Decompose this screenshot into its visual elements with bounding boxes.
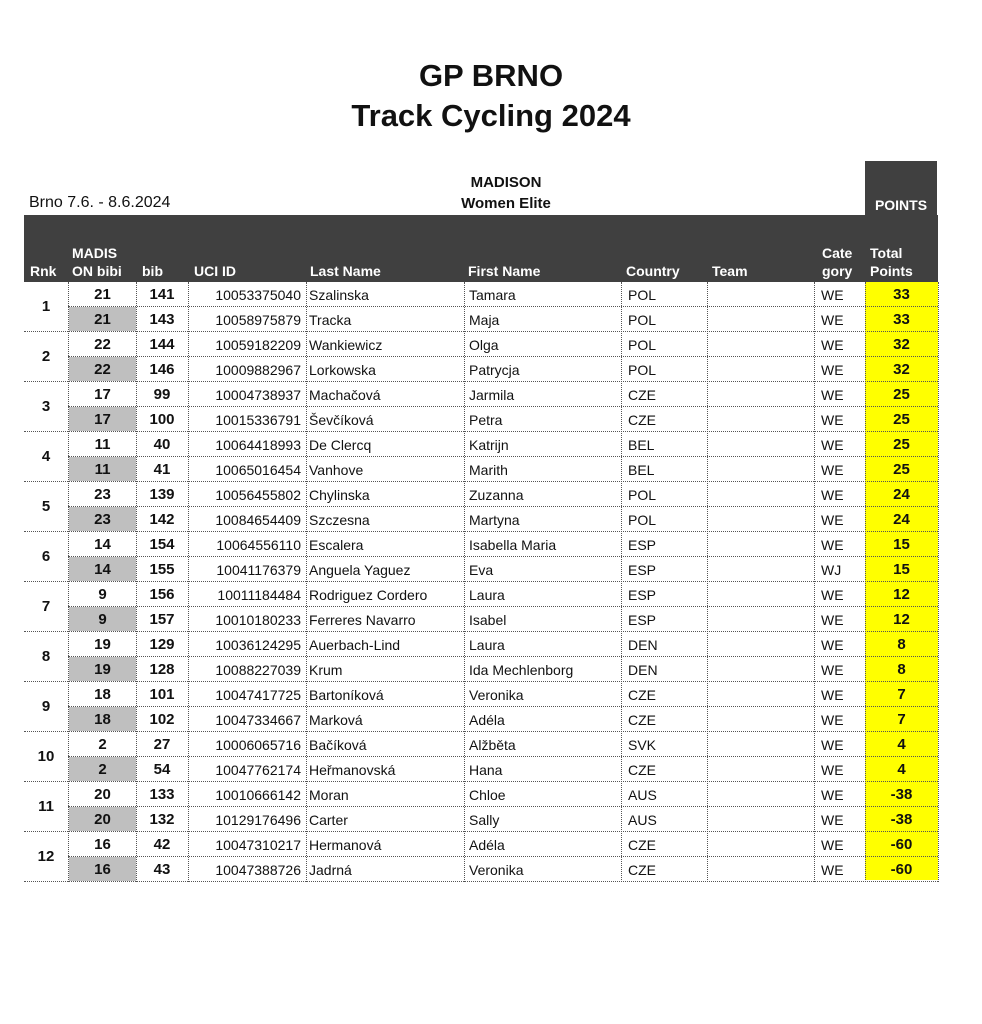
uci-cell: 10047417725 — [215, 687, 301, 703]
team-cell — [711, 507, 814, 531]
bib-cell: 43 — [153, 861, 171, 878]
points-cell: 7 — [897, 686, 906, 703]
team-cell — [711, 657, 814, 681]
bib-cell: 144 — [149, 336, 175, 353]
category-cell: WE — [821, 662, 844, 678]
last-cell: Szalinska — [309, 287, 369, 303]
madison-cell: 23 — [94, 486, 111, 503]
points-cell: 25 — [893, 436, 910, 453]
uci-cell: 10047310217 — [215, 837, 301, 853]
uci-cell: 10088227039 — [215, 662, 301, 678]
country-cell: AUS — [628, 812, 657, 828]
points-cell: 4 — [897, 761, 906, 778]
first-cell: Tamara — [469, 287, 516, 303]
column-divider — [938, 282, 939, 882]
team-cell — [711, 632, 814, 656]
bib-cell: 156 — [149, 586, 175, 603]
category-cell: WE — [821, 462, 844, 478]
bib-cell: 146 — [149, 361, 175, 378]
last-cell: Hermanová — [309, 837, 382, 853]
points-cell: 32 — [893, 336, 910, 353]
bib-cell: 155 — [149, 561, 175, 578]
col-category-line2: gory — [822, 263, 853, 279]
uci-cell: 10064556110 — [216, 537, 301, 553]
country-cell: CZE — [628, 762, 656, 778]
table-row — [68, 582, 938, 607]
col-team: Team — [712, 263, 748, 279]
points-cell: 15 — [893, 536, 910, 553]
category-cell: WE — [821, 362, 844, 378]
team-cell — [711, 807, 814, 831]
category-cell: WE — [821, 387, 844, 403]
category-cell: WE — [821, 537, 844, 553]
bib-cell: 54 — [153, 761, 171, 778]
uci-cell: 10129176496 — [215, 812, 301, 828]
first-cell: Veronika — [469, 687, 524, 703]
last-cell: Jadrná — [309, 862, 352, 878]
last-cell: Carter — [309, 812, 348, 828]
first-cell: Isabella Maria — [469, 537, 557, 553]
bib-cell: 101 — [149, 686, 175, 703]
points-group-label: POINTS — [874, 197, 928, 213]
first-cell: Marith — [469, 462, 508, 478]
col-bib: bib — [142, 263, 163, 279]
first-cell: Laura — [469, 587, 505, 603]
madison-cell: 18 — [94, 686, 111, 703]
event-name: MADISON — [470, 174, 542, 191]
table-row — [68, 557, 938, 582]
category-cell: WE — [821, 437, 844, 453]
madison-cell: 18 — [69, 707, 136, 731]
team-cell — [711, 707, 814, 731]
table-row — [68, 807, 938, 832]
category-cell: WE — [821, 312, 844, 328]
uci-cell: 10056455802 — [215, 487, 301, 503]
last-cell: Marková — [309, 712, 363, 728]
madison-cell: 14 — [94, 536, 111, 553]
team-cell — [711, 682, 814, 706]
uci-cell: 10006065716 — [215, 737, 301, 753]
col-last-name: Last Name — [310, 263, 381, 279]
col-country: Country — [626, 263, 680, 279]
first-cell: Eva — [469, 562, 494, 578]
points-cell: 32 — [893, 361, 910, 378]
madison-cell: 11 — [69, 457, 136, 481]
first-cell: Katrijn — [469, 437, 509, 453]
uci-cell: 10010180233 — [215, 612, 301, 628]
row-divider — [24, 881, 938, 882]
uci-cell: 10009882967 — [215, 362, 301, 378]
column-divider — [621, 282, 622, 882]
team-cell — [711, 757, 814, 781]
madison-cell: 21 — [94, 286, 111, 303]
points-cell: 24 — [893, 486, 910, 503]
table-row — [68, 632, 938, 657]
rank-cell: 5 — [41, 498, 51, 515]
table-header — [24, 215, 938, 282]
last-cell: De Clercq — [309, 437, 372, 453]
country-cell: DEN — [628, 637, 658, 653]
team-cell — [711, 332, 814, 356]
column-divider — [68, 282, 69, 882]
team-cell — [711, 857, 814, 881]
first-cell: Sally — [469, 812, 500, 828]
category-cell: WE — [821, 712, 844, 728]
category-cell: WE — [821, 612, 844, 628]
last-cell: Ferreres Navarro — [309, 612, 416, 628]
last-cell: Vanhove — [309, 462, 364, 478]
madison-cell: 9 — [98, 586, 107, 603]
category-cell: WE — [821, 762, 844, 778]
team-cell — [711, 832, 814, 856]
category-cell: WE — [821, 287, 844, 303]
team-cell — [711, 557, 814, 581]
rank-cell: 11 — [38, 798, 54, 815]
table-row — [68, 382, 938, 407]
uci-cell: 10064418993 — [215, 437, 301, 453]
country-cell: POL — [628, 512, 657, 528]
column-divider — [707, 282, 708, 882]
points-cell: 25 — [893, 386, 910, 403]
last-cell: Ševčíková — [309, 412, 374, 428]
last-cell: Heřmanovská — [309, 762, 396, 778]
points-cell: 25 — [893, 461, 910, 478]
points-cell: 8 — [897, 661, 906, 678]
last-cell: Szczesna — [309, 512, 370, 528]
country-cell: ESP — [628, 612, 657, 628]
rank-cell: 2 — [41, 348, 51, 365]
country-cell: SVK — [628, 737, 657, 753]
country-cell: BEL — [628, 462, 655, 478]
team-cell — [711, 732, 814, 756]
table-row — [68, 682, 938, 707]
first-cell: Alžběta — [469, 737, 516, 753]
last-cell: Wankiewicz — [309, 337, 383, 353]
table-row — [68, 482, 938, 507]
madison-cell: 11 — [94, 436, 111, 453]
category-cell: WE — [821, 487, 844, 503]
last-cell: Rodriguez Cordero — [309, 587, 428, 603]
table-row — [68, 607, 938, 632]
country-cell: ESP — [628, 562, 657, 578]
table-row — [68, 282, 938, 307]
bib-cell: 132 — [149, 811, 175, 828]
location-dates: Brno 7.6. - 8.6.2024 — [29, 194, 171, 211]
last-cell: Krum — [309, 662, 343, 678]
madison-cell: 17 — [69, 407, 136, 431]
table-row — [68, 357, 938, 382]
table-row — [68, 432, 938, 457]
first-cell: Chloe — [469, 787, 506, 803]
uci-cell: 10011184484 — [217, 587, 301, 603]
country-cell: CZE — [628, 837, 656, 853]
uci-cell: 10058975879 — [215, 312, 301, 328]
country-cell: POL — [628, 337, 657, 353]
country-cell: CZE — [628, 862, 656, 878]
bib-cell: 40 — [153, 436, 171, 453]
points-cell: 33 — [893, 311, 910, 328]
points-cell: 8 — [897, 636, 906, 653]
table-row — [68, 657, 938, 682]
bib-cell: 41 — [153, 461, 171, 478]
first-cell: Adéla — [469, 837, 505, 853]
document-subtitle: Track Cycling 2024 — [351, 98, 631, 133]
first-cell: Petra — [469, 412, 503, 428]
category-cell: WE — [821, 337, 844, 353]
points-cell: -38 — [890, 811, 913, 828]
table-row — [68, 307, 938, 332]
table-row — [68, 832, 938, 857]
country-cell: ESP — [628, 537, 657, 553]
column-divider — [865, 282, 866, 882]
last-cell: Bačíková — [309, 737, 367, 753]
bib-cell: 129 — [149, 636, 175, 653]
country-cell: POL — [628, 287, 657, 303]
madison-cell: 23 — [69, 507, 136, 531]
first-cell: Adéla — [469, 712, 505, 728]
first-cell: Maja — [469, 312, 500, 328]
category-cell: WE — [821, 787, 844, 803]
bib-cell: 102 — [149, 711, 175, 728]
category-cell: WE — [821, 812, 844, 828]
madison-cell: 20 — [69, 807, 136, 831]
rank-cell: 7 — [41, 598, 51, 615]
team-cell — [711, 607, 814, 631]
category-cell: WE — [821, 737, 844, 753]
team-cell — [711, 432, 814, 456]
category-cell: WE — [821, 637, 844, 653]
bib-cell: 142 — [149, 511, 175, 528]
points-cell: -60 — [890, 836, 913, 853]
team-cell — [711, 482, 814, 506]
bib-cell: 154 — [149, 536, 175, 553]
first-cell: Laura — [469, 637, 505, 653]
country-cell: CZE — [628, 712, 656, 728]
column-divider — [188, 282, 189, 882]
team-cell — [711, 407, 814, 431]
table-row — [68, 757, 938, 782]
bib-cell: 141 — [149, 286, 175, 303]
country-cell: POL — [628, 312, 657, 328]
bib-cell: 128 — [149, 661, 175, 678]
first-cell: Ida Mechlenborg — [469, 662, 574, 678]
team-cell — [711, 782, 814, 806]
category-cell: WJ — [821, 562, 842, 578]
bib-cell: 143 — [149, 311, 175, 328]
category-cell: WE — [821, 512, 844, 528]
last-cell: Tracka — [309, 312, 352, 328]
uci-cell: 10004738937 — [215, 387, 301, 403]
column-divider — [306, 282, 307, 882]
table-row — [68, 507, 938, 532]
col-first-name: First Name — [468, 263, 541, 279]
col-uci-id: UCI ID — [194, 263, 236, 279]
country-cell: AUS — [628, 787, 657, 803]
first-cell: Jarmila — [469, 387, 515, 403]
last-cell: Anguela Yaguez — [309, 562, 411, 578]
rank-cell: 4 — [41, 448, 51, 465]
rank-cell: 8 — [41, 648, 51, 665]
team-cell — [711, 307, 814, 331]
first-cell: Zuzanna — [469, 487, 524, 503]
last-cell: Lorkowska — [309, 362, 376, 378]
points-cell: 4 — [897, 736, 906, 753]
col-total-line2: Points — [870, 263, 913, 279]
table-row — [68, 457, 938, 482]
column-divider — [464, 282, 465, 882]
table-row — [68, 407, 938, 432]
first-cell: Isabel — [469, 612, 507, 628]
col-category-line1: Cate — [822, 245, 853, 261]
bib-cell: 157 — [149, 611, 175, 628]
country-cell: BEL — [628, 437, 655, 453]
uci-cell: 10053375040 — [215, 287, 301, 303]
uci-cell: 10036124295 — [215, 637, 301, 653]
points-group-header — [865, 161, 937, 215]
country-cell: CZE — [628, 687, 656, 703]
col-madison-line2: ON bibi — [72, 263, 122, 279]
madison-cell: 21 — [69, 307, 136, 331]
category-cell: WE — [821, 687, 844, 703]
uci-cell: 10041176379 — [216, 562, 301, 578]
column-divider — [136, 282, 137, 882]
last-cell: Bartoníková — [309, 687, 384, 703]
col-madison-line1: MADIS — [72, 245, 118, 261]
uci-cell: 10047334667 — [215, 712, 301, 728]
table-row — [68, 332, 938, 357]
first-cell: Olga — [469, 337, 499, 353]
points-cell: 33 — [893, 286, 910, 303]
uci-cell: 10047762174 — [215, 762, 301, 778]
category-cell: WE — [821, 837, 844, 853]
points-cell: 25 — [893, 411, 910, 428]
points-cell: -38 — [890, 786, 913, 803]
category-cell: WE — [821, 862, 844, 878]
table-row — [68, 532, 938, 557]
points-cell: 12 — [893, 611, 910, 628]
uci-cell: 10065016454 — [215, 462, 301, 478]
points-cell: 12 — [893, 586, 910, 603]
column-divider — [814, 282, 815, 882]
last-cell: Auerbach-Lind — [309, 637, 401, 653]
bib-cell: 100 — [149, 411, 175, 428]
madison-cell: 17 — [94, 386, 111, 403]
country-cell: CZE — [628, 412, 656, 428]
madison-cell: 20 — [94, 786, 111, 803]
team-cell — [711, 357, 814, 381]
uci-cell: 10059182209 — [215, 337, 301, 353]
team-cell — [711, 582, 814, 606]
madison-cell: 22 — [94, 336, 111, 353]
event-category: Women Elite — [461, 195, 551, 212]
last-cell: Chylinska — [309, 487, 370, 503]
madison-cell: 16 — [94, 836, 111, 853]
last-cell: Machačová — [309, 387, 381, 403]
team-cell — [711, 282, 814, 306]
col-rnk: Rnk — [30, 263, 57, 279]
uci-cell: 10047388726 — [215, 862, 301, 878]
table-row — [68, 707, 938, 732]
last-cell: Escalera — [309, 537, 364, 553]
table-row — [68, 732, 938, 757]
madison-cell: 16 — [69, 857, 136, 881]
points-cell: 15 — [893, 561, 910, 578]
bib-cell: 42 — [153, 836, 171, 853]
country-cell: CZE — [628, 387, 656, 403]
table-row — [68, 857, 938, 882]
team-cell — [711, 382, 814, 406]
team-cell — [711, 532, 814, 556]
rank-cell: 9 — [41, 698, 51, 715]
points-cell: 7 — [897, 711, 906, 728]
country-cell: POL — [628, 362, 657, 378]
category-cell: WE — [821, 412, 844, 428]
first-cell: Patrycja — [469, 362, 520, 378]
category-cell: WE — [821, 587, 844, 603]
madison-cell: 2 — [69, 757, 136, 781]
madison-cell: 22 — [69, 357, 136, 381]
rank-cell: 3 — [41, 398, 51, 415]
madison-cell: 19 — [69, 657, 136, 681]
rank-cell: 10 — [37, 748, 55, 765]
bib-cell: 27 — [153, 736, 171, 753]
points-cell: -60 — [890, 861, 913, 878]
team-cell — [711, 457, 814, 481]
first-cell: Hana — [469, 762, 503, 778]
country-cell: DEN — [628, 662, 658, 678]
rank-cell: 1 — [41, 298, 51, 315]
last-cell: Moran — [309, 787, 349, 803]
table-row — [68, 782, 938, 807]
madison-cell: 19 — [94, 636, 111, 653]
bib-cell: 139 — [149, 486, 175, 503]
document-title: GP BRNO — [418, 58, 564, 93]
first-cell: Veronika — [469, 862, 524, 878]
col-total-line1: Total — [870, 245, 903, 261]
rank-cell: 12 — [37, 848, 55, 865]
bib-cell: 133 — [149, 786, 175, 803]
uci-cell: 10010666142 — [215, 787, 301, 803]
bib-cell: 99 — [153, 386, 171, 403]
uci-cell: 10084654409 — [215, 512, 301, 528]
country-cell: ESP — [628, 587, 657, 603]
uci-cell: 10015336791 — [215, 412, 301, 428]
madison-cell: 2 — [98, 736, 107, 753]
first-cell: Martyna — [469, 512, 520, 528]
rank-cell: 6 — [41, 548, 51, 565]
country-cell: POL — [628, 487, 657, 503]
madison-cell: 9 — [69, 607, 136, 631]
points-cell: 24 — [893, 511, 910, 528]
madison-cell: 14 — [69, 557, 136, 581]
